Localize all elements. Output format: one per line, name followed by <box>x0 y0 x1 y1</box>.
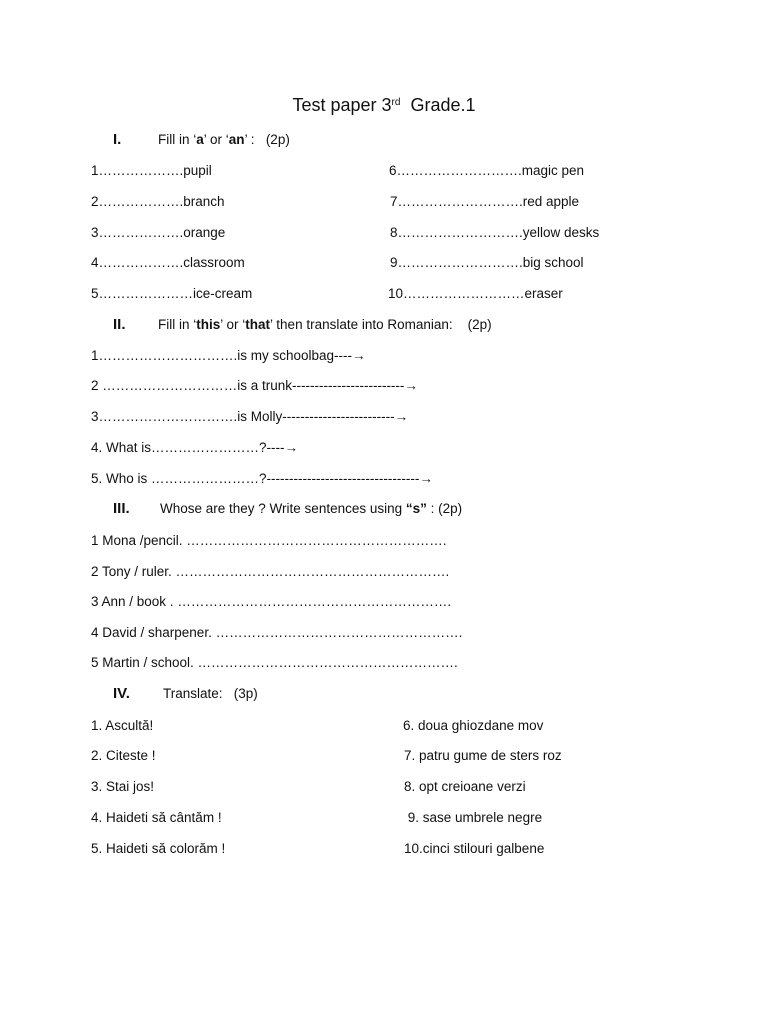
section-3-heading-bold-s: “s” <box>405 501 427 516</box>
section-2-heading-bold-that: that <box>245 317 271 332</box>
section-4-item: 8. opt creioane verzi <box>404 779 526 794</box>
section-3-number: III. <box>113 500 130 517</box>
section-3-heading-post: : (2p) <box>426 501 463 516</box>
section-1-heading-mid: ’ or ‘ <box>203 132 229 147</box>
title-main: Test paper 3 <box>292 95 392 115</box>
section-1-heading-post: ’ : (2p) <box>244 132 290 147</box>
section-1-heading-bold-an: an <box>228 132 245 147</box>
section-4-number: IV. <box>113 685 130 702</box>
section-1-item: 6……………………….magic pen <box>389 163 585 178</box>
section-4-item: 9. sase umbrele negre <box>404 810 543 825</box>
section-3-item: 4 David / sharpener. ………………………………………………. <box>91 625 463 640</box>
section-1-heading <box>158 131 290 149</box>
section-4-item: 1. Ascultă! <box>91 718 154 733</box>
section-2-item: 2 …………………………is a trunk-------------------------→ <box>91 378 418 393</box>
section-1-item: 5…………………ice-cream <box>91 286 253 301</box>
page-title <box>0 92 768 118</box>
section-2-item: 5. Who is ……………………?----------------------------------→ <box>91 471 433 486</box>
section-4-heading-text: Translate: (3p) <box>163 686 258 701</box>
section-3-heading-pre: Whose are they ? Write sentences using <box>160 501 406 516</box>
section-4-item: 6. doua ghiozdane mov <box>403 718 544 733</box>
section-3-item: 1 Mona /pencil. …………………………………………………. <box>91 533 447 548</box>
section-3-item: 5 Martin / school. …………………………………………………. <box>91 655 458 670</box>
title-tail: Grade.1 <box>400 95 476 115</box>
section-1-number: I. <box>113 131 122 148</box>
section-1-item: 2……………….branch <box>91 194 225 209</box>
section-1-item: 9……………………….big school <box>390 255 584 270</box>
section-4-item: 10.cinci stilouri galbene <box>404 841 545 856</box>
section-2-item: 4. What is……………………?----→ <box>91 440 299 455</box>
title-superscript: rd <box>391 97 401 108</box>
section-1-item: 1……………….pupil <box>91 163 212 178</box>
section-3-heading <box>160 500 462 518</box>
section-1-item: 4……………….classroom <box>91 255 245 270</box>
section-1-item: 7……………………….red apple <box>390 194 580 209</box>
section-4-item: 5. Haideti să colorăm ! <box>91 841 226 856</box>
section-4-item: 3. Stai jos! <box>91 779 155 794</box>
section-2-heading <box>158 316 492 334</box>
section-3-item: 3 Ann / book . ……………………………………………………. <box>91 594 452 609</box>
section-2-item: 1………………………….is my schoolbag----→ <box>91 348 366 363</box>
section-2-heading-bold-this: this <box>196 317 221 332</box>
section-3-item: 2 Tony / ruler. ……………………………………………………. <box>91 564 450 579</box>
section-1-item: 8……………………….yellow desks <box>390 225 600 240</box>
section-4-item: 7. patru gume de sters roz <box>404 748 562 763</box>
section-2-number: II. <box>113 316 126 333</box>
section-1-heading-bold-a: a <box>196 132 204 147</box>
section-2-item: 3………………………….is Molly-------------------------→ <box>91 409 409 424</box>
section-4-heading <box>163 685 258 703</box>
section-4-item: 2. Citeste ! <box>91 748 156 763</box>
section-4-item: 4. Haideti să cântăm ! <box>91 810 222 825</box>
section-1-item: 10………………………eraser <box>388 286 563 301</box>
section-2-heading-pre: Fill in ‘ <box>158 317 197 332</box>
section-2-heading-post: ’ then translate into Romanian: (2p) <box>270 317 492 332</box>
section-1-item: 3……………….orange <box>91 225 226 240</box>
section-1-heading-pre: Fill in ‘ <box>158 132 197 147</box>
section-2-heading-mid: ’ or ‘ <box>220 317 246 332</box>
